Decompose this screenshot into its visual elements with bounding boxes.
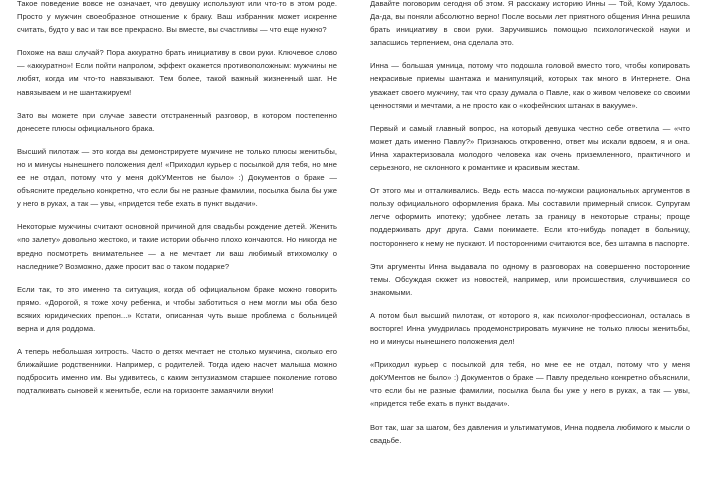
paragraph: Такое поведение вовсе не означает, что девушку используют или что-то в этом роде. Просто у мужчин своеобразное отношение к браку. Ваш избранник может искренне считать, будто у вас и так все прекрасно. Вы вместе, вы счастливы — что еще нужно? [17, 0, 337, 35]
paragraph: Похоже на ваш случай? Пора аккуратно брать инициативу в свои руки. Ключевое слово — «аккуратно»! Если пойти напролом, эффект окажется противоположным: мужчины не любят, когда им что-то навязывают. Тем более, такой важный жизненный шаг. Не навязываем и не шантажируем! [17, 48, 337, 97]
paragraph: Некоторые мужчины считают основной причиной для свадьбы рождение детей. Женить «по залету» довольно жестоко, и такие истории обычно плохо кончаются. Но никогда не вредно посмотреть внимательнее — а не мечтает ли ваш любимый втихомолку о наследнике? Возможно, даже просит вас о таком подарке? [17, 222, 337, 271]
paragraph: Давайте поговорим сегодня об этом. Я расскажу историю Инны — Той, Кому Удалось. Да-да, вы поняли абсолютно верно! После восьми лет приятного общения Инна решила брать инициативу в свои руки. Заручившись помощью психологической науки и запасшись терпением, она сделала это. [370, 0, 690, 48]
paragraph: От этого мы и отталкивались. Ведь есть масса по-мужски рациональных аргументов в пользу официального оформления брака. Мы составили примерный список. Супругам легче оформить ипотеку; удобнее летать за границу в некоторые страны; проще поддерживать друг друга. Сами понимаете. Если кто-нибудь попадет в больницу, постороннего к нему не пускают. И посторонними считаются все, без штампа в паспорте. [370, 186, 690, 248]
paragraph: Зато вы можете при случае завести отстраненный разговор, в котором постепенно донесете плюсы официального брака. [17, 110, 337, 133]
paragraph: Эти аргументы Инна выдавала по одному в разговорах на совершенно посторонние темы. Обсуждая сюжет из новостей, например, или происшествия, случившиеся со знакомыми. [370, 261, 690, 297]
left-text-column [17, 0, 337, 480]
paragraph: А теперь небольшая хитрость. Часто о детях мечтает не столько мужчина, сколько его ближайшие родственники. Например, с родителей. Тогда идею насчет малыша можно подбросить именно им. Вы удивитесь, с каким энтузиазмом старшее поколение готово подталкивать сыновей к женитьбе, если на горизонте замаячили внуки! [17, 347, 337, 396]
paragraph: Инна — большая умница, потому что подошла головой вместо того, чтобы копировать некрасивые приемы шантажа и манипуляций, которых так много в Интернете. Она уважает своего мужчину, так что сразу думала о Павле, как о живом человеке со своими ценностями и мечтами, а не просто как о «кофейнских штанах в вакууме». [370, 61, 690, 110]
right-text-column [370, 0, 690, 480]
paragraph: А потом был высший пилотаж, от которого я, как психолог-профессионал, осталась в восторге! Инна умудрилась продемонстрировать мужчине не только плюсы женитьбы, но и минусы нынешнего положения дел! [370, 310, 690, 347]
paragraph: Первый и самый главный вопрос, на который девушка честно себе ответила — «что может дать именно Павлу?» Признаюсь откровенно, ответ мы искали вдвоем, я и она. Инна характеризовала молодого человека как очень приземленного, практичного и серьезного, не склонного к романтике и красивым жестам. [370, 123, 690, 173]
paragraph: Вот так, шаг за шагом, без давления и ультиматумов, Инна подвела любимого к мысли о свадьбе. [370, 422, 690, 445]
paragraph: «Приходил курьер с посылкой для тебя, но мне ее не отдал, потому что у меня доКУМентов не было» :) Документов о браке — Павлу предельно конкретно объяснили, что если бы не разные фамилии, посылка была бы уже у него в руках, а так — увы, «придется тебе ехать в пункт выдачи». [370, 360, 690, 409]
paragraph: Если так, то это именно та ситуация, когда об официальном браке можно говорить прямо. «Дорогой, я тоже хочу ребенка, и чтобы заботиться о нем могли мы оба безо всяких юридических препон...» Кстати, описанная чуть выше проблема с больницей верна и для роддома. [17, 284, 337, 333]
paragraph: Высший пилотаж — это когда вы демонстрируете мужчине не только плюсы женитьбы, но и минусы нынешнего положения дел! «Приходил курьер с посылкой для тебя, но мне ее не отдал, потому что у меня доКУМентов не было» :) Документов о браке — объясните предельно конкретно, что если бы не разные фамилии, посылка была бы уже у него в руках, а так — увы, «придется тебе ехать в пункт выдачи». [17, 146, 337, 209]
